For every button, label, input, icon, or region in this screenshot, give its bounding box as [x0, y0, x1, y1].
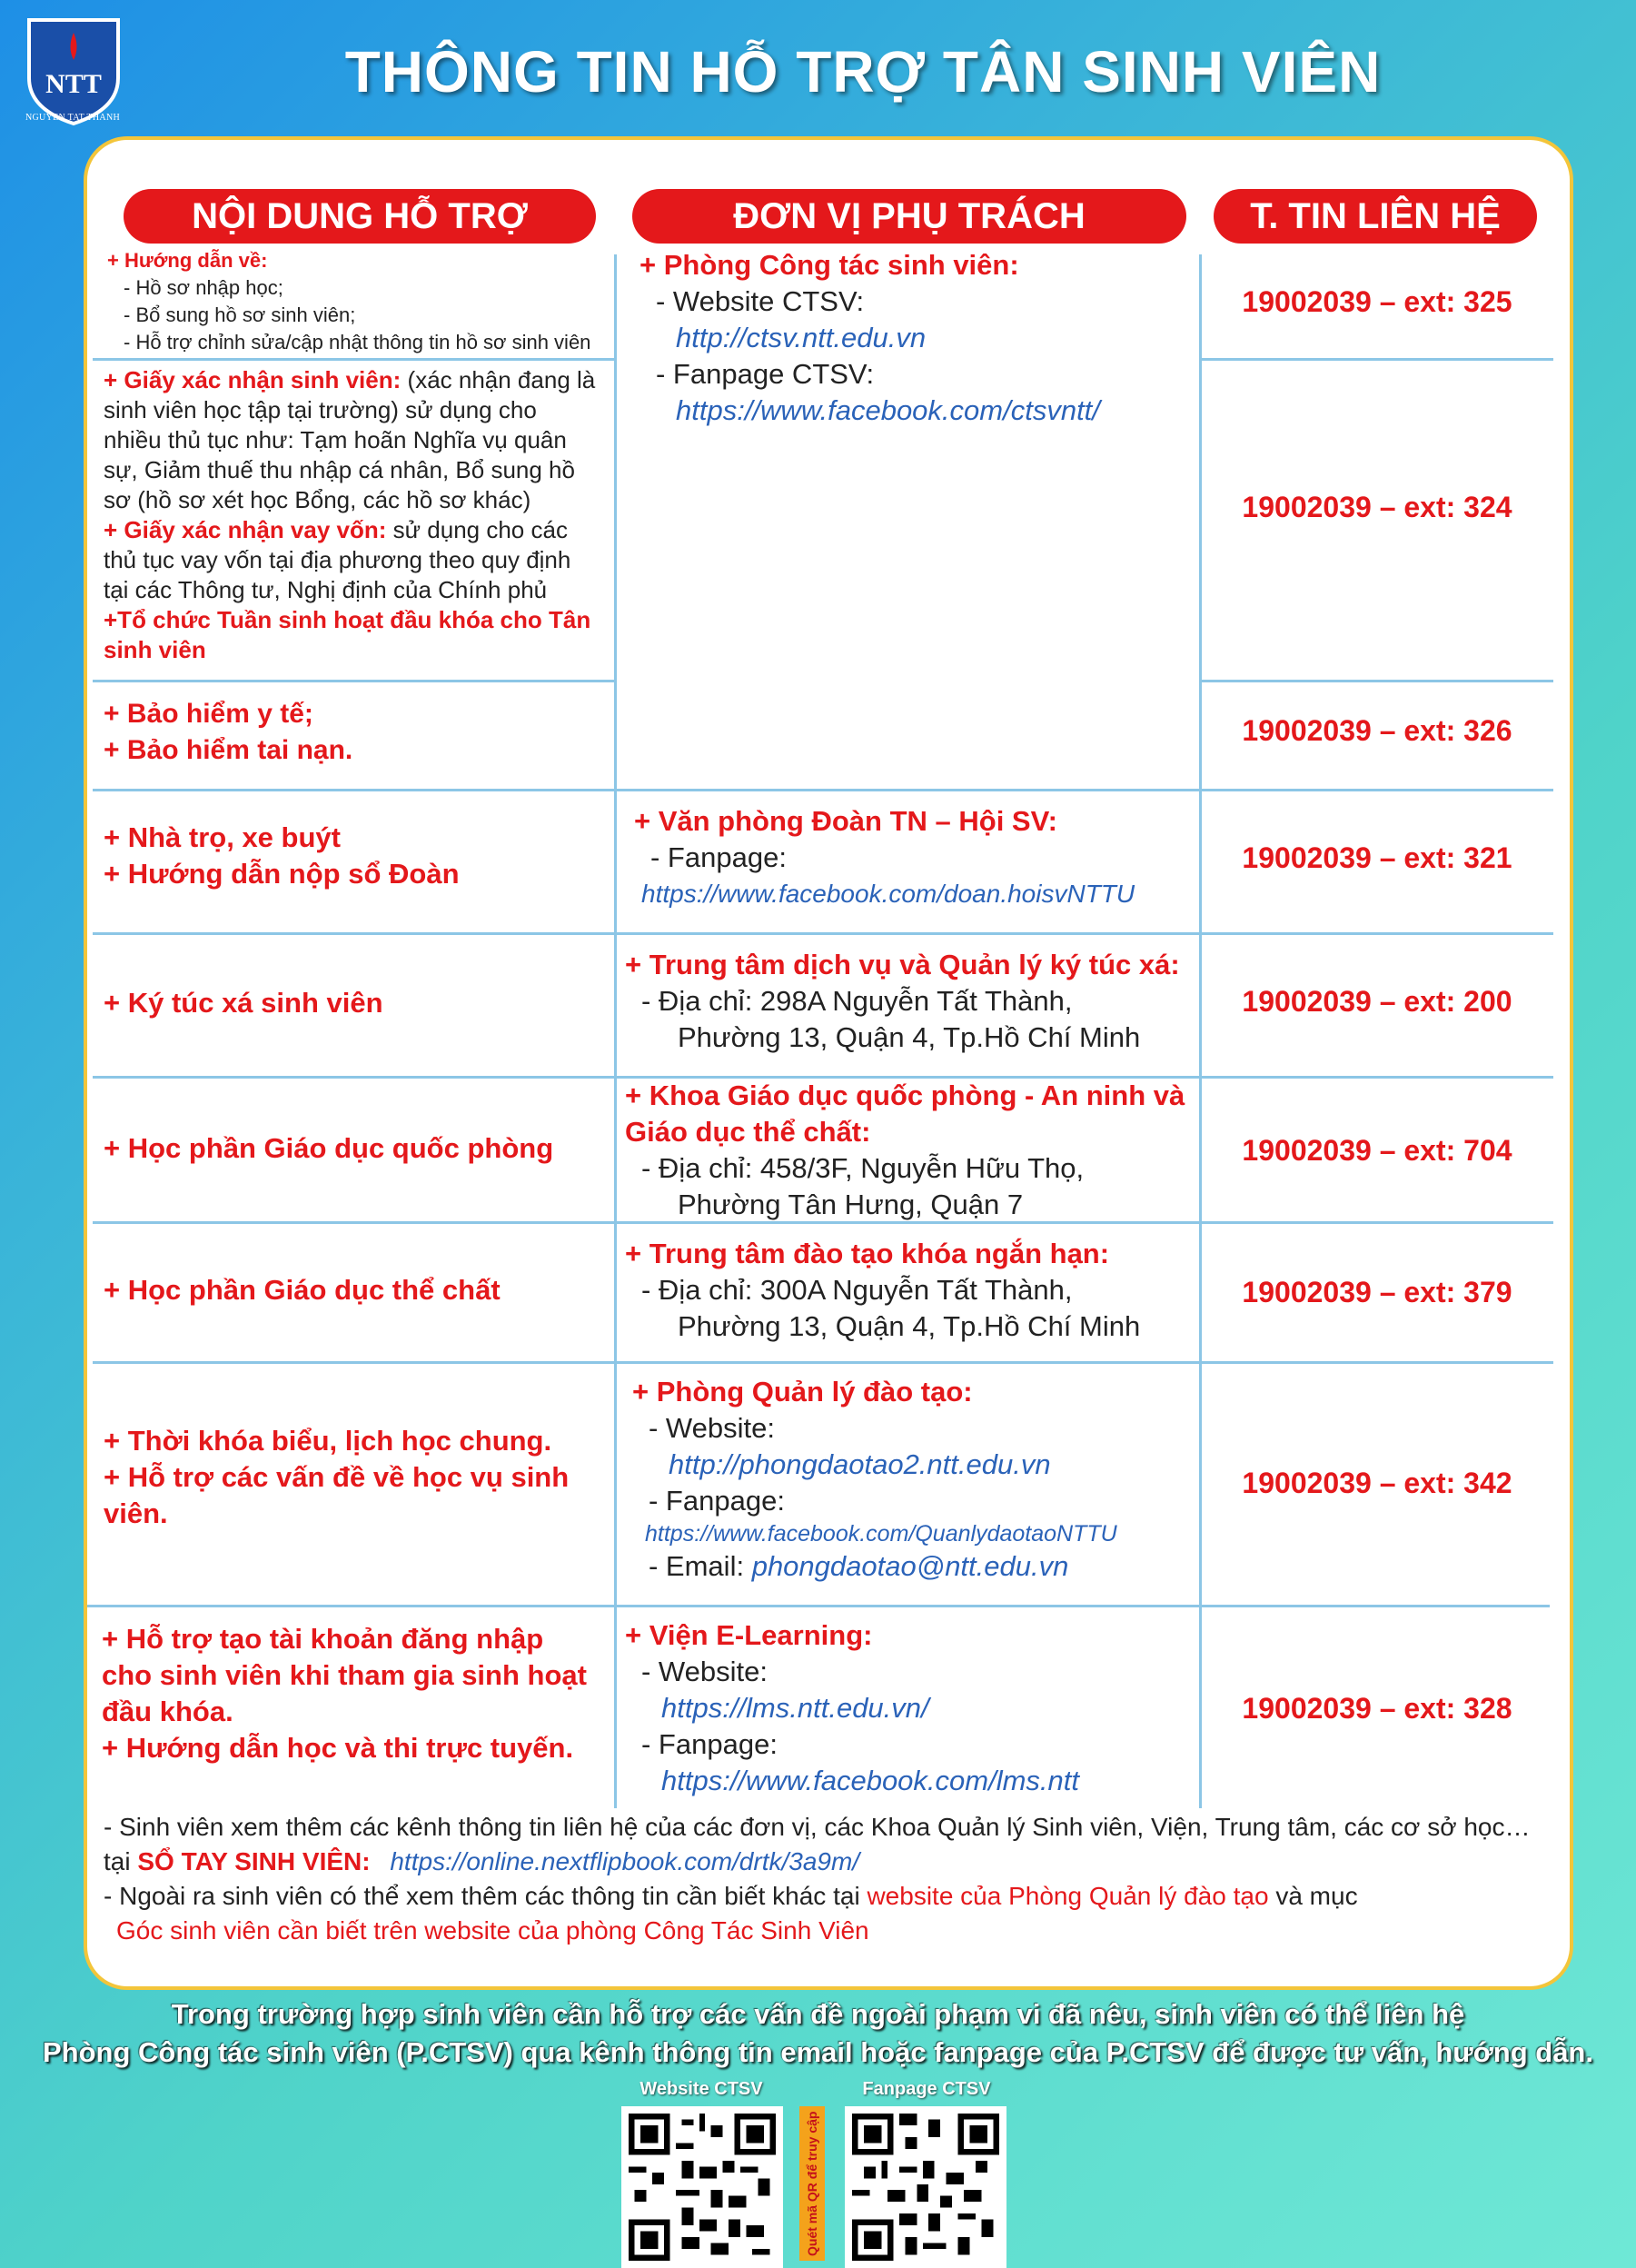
content-item: + Hỗ trợ tạo tài khoản đăng nhập cho sinh viên khi tham gia sinh hoạt đầu khóa. [102, 1623, 587, 1727]
column-header-content: NỘI DUNG HỖ TRỢ [124, 189, 596, 244]
handbook-label: SỔ TAY SINH VIÊN: [137, 1847, 371, 1875]
unit-address: Phường 13, Quận 4, Tp.Hồ Chí Minh [678, 1021, 1141, 1053]
contact-ext: 19002039 – ext: 704 [1242, 1134, 1512, 1167]
unit-address: - Địa chỉ: 300A Nguyễn Tất Thành, [641, 1274, 1073, 1306]
divider [1199, 791, 1202, 1808]
qr-scan-note: Quét mã QR để truy cập [799, 2106, 825, 2261]
unit-title: + Phòng Công tác sinh viên: [640, 249, 1019, 281]
confirm-block [104, 365, 599, 665]
content-item: + Thời khóa biểu, lịch học chung. [104, 1425, 552, 1457]
insurance-block [104, 696, 603, 769]
row-unit [625, 1078, 1197, 1223]
insurance-item: + Bảo hiểm y tế; [104, 699, 313, 729]
elearning-fanpage-link[interactable]: https://www.facebook.com/lms.ntt [661, 1765, 1080, 1796]
divider [93, 932, 1553, 935]
unit-title: + Văn phòng Đoàn TN – Hội SV: [634, 805, 1057, 837]
elearning-website-link[interactable]: https://lms.ntt.edu.vn/ [661, 1692, 929, 1724]
footer-line: Phòng Công tác sinh viên (P.CTSV) qua kênh thông tin email hoặc fanpage của P.CTSV để được tư vấn, hướng dẫn. [43, 2036, 1593, 2068]
loan-title: + Giấy xác nhận vay vốn: [104, 516, 387, 543]
contact-ext: 19002039 – ext: 379 [1242, 1276, 1512, 1308]
contact-ext: 19002039 – ext: 321 [1242, 841, 1512, 874]
unit-address: Phường 13, Quận 4, Tp.Hồ Chí Minh [678, 1310, 1141, 1342]
logo-caption: NGUYEN TAT THANH [25, 113, 120, 123]
handbook-link[interactable]: https://online.nextflipbook.com/drtk/3a9m/ [390, 1847, 860, 1875]
note-text: - Ngoài ra sinh viên có thể xem thêm các thông tin cần biết khác tại [104, 1882, 860, 1910]
notes [104, 1810, 1557, 1948]
divider [93, 358, 614, 361]
content-item: + Hướng dẫn học và thi trực tuyến. [102, 1732, 574, 1764]
row-unit [634, 803, 1197, 912]
unit-address: - Địa chỉ: 458/3F, Nguyễn Hữu Thọ, [641, 1152, 1085, 1184]
divider [1199, 680, 1553, 682]
unit-address: Phường Tân Hưng, Quận 7 [678, 1189, 1024, 1220]
unit-label: - Fanpage: [641, 1728, 778, 1760]
training-fanpage-link[interactable]: https://www.facebook.com/QuanlydaotaoNTTU [645, 1521, 1117, 1547]
contact-ext: 19002039 – ext: 200 [1242, 985, 1512, 1018]
footer-message [0, 1995, 1636, 2072]
content-item: + Nhà trọ, xe buýt [104, 821, 341, 853]
confirm-title: + Giấy xác nhận sinh viên: [104, 366, 402, 393]
row-content: + Học phần Giáo dục quốc phòng [104, 1132, 554, 1164]
row-content [104, 1423, 594, 1532]
training-website-link[interactable]: http://phongdaotao2.ntt.edu.vn [669, 1448, 1051, 1480]
unit-label: - Website: [649, 1412, 775, 1444]
row-content [104, 820, 603, 892]
unit-address: - Địa chỉ: 298A Nguyễn Tất Thành, [641, 985, 1073, 1017]
ctsv-fanpage-link[interactable]: https://www.facebook.com/ctsvntt/ [676, 394, 1100, 426]
row-unit [625, 947, 1197, 1056]
row-content: + Học phần Giáo dục thể chất [104, 1274, 501, 1306]
union-fanpage-link[interactable]: https://www.facebook.com/doan.hoisvNTTU [641, 880, 1135, 908]
insurance-item: + Bảo hiểm tai nạn. [104, 735, 353, 765]
training-email-link[interactable]: phongdaotao@ntt.edu.vn [751, 1550, 1069, 1582]
qr-label-fanpage: Fanpage CTSV [862, 2079, 991, 2099]
contact-ext: 19002039 – ext: 328 [1242, 1692, 1512, 1725]
divider [87, 1605, 1550, 1607]
row-unit [625, 1617, 1197, 1799]
row-unit [625, 1236, 1197, 1345]
unit-title: + Viện E-Learning: [625, 1619, 873, 1651]
column-header-contact: T. TIN LIÊN HỆ [1214, 189, 1537, 244]
contact-ext: 19002039 – ext: 342 [1242, 1467, 1512, 1499]
loan-text: sử dụng cho các thủ tục vay vốn tại địa phương theo quy định tại các Thông tư, Nghị định của Chính phủ [104, 516, 571, 603]
guide-item: - Hồ sơ nhập học; [124, 276, 283, 299]
orientation-week-title: +Tổ chức Tuần sinh hoạt đầu khóa cho Tân sinh viên [104, 606, 591, 663]
divider [93, 1361, 1553, 1364]
unit-title: + Khoa Giáo dục quốc phòng - An ninh và Giáo dục thể chất: [625, 1079, 1185, 1148]
note-text: - Sinh viên xem thêm các kênh thông tin liên hệ của các đơn vị, các Khoa Quản lý Sinh viên, Viện, Trung tâm, các cơ sở học… tại [104, 1813, 1531, 1875]
qr-code-fanpage-icon[interactable] [845, 2106, 1006, 2268]
confirm-text: (xác nhận đang là sinh viên học tập tại trường) sử dụng cho nhiều thủ tục như: Tạm hoãn Nghĩa vụ quân sự, Giảm thuế thu nhập cá nhân, Bổ sung hồ sơ (hồ sơ xét học Bổng, các hồ sơ khác) [104, 366, 596, 513]
guide-title: + Hướng dẫn về: [107, 249, 268, 272]
footer-line: Trong trường hợp sinh viên cần hỗ trợ các vấn đề ngoài phạm vi đã nêu, sinh viên có thể liên hệ [171, 1998, 1465, 2030]
training-website-mention[interactable]: website của Phòng Quản lý đào tạo [867, 1882, 1269, 1910]
info-panel [84, 136, 1573, 1990]
page-title: THÔNG TIN HỖ TRỢ TÂN SINH VIÊN [344, 39, 1382, 104]
unit-title: + Phòng Quản lý đào tạo: [632, 1376, 973, 1408]
unit-label: - Fanpage CTSV: [656, 358, 875, 390]
unit-label: - Email: [649, 1550, 745, 1582]
unit-label: - Fanpage: [650, 841, 787, 873]
unit-label: - Website: [641, 1656, 768, 1687]
content-item: + Hướng dẫn nộp sổ Đoàn [104, 858, 460, 890]
guide-block [107, 247, 607, 356]
column-header-unit: ĐƠN VỊ PHỤ TRÁCH [632, 189, 1186, 244]
ctsv-website-link[interactable]: http://ctsv.ntt.edu.vn [676, 322, 927, 353]
logo-letters: NTT [45, 69, 102, 99]
contact-ext: 19002039 – ext: 324 [1242, 491, 1512, 523]
unit-label: - Website CTSV: [656, 285, 865, 317]
contact-ext: 19002039 – ext: 325 [1242, 285, 1512, 318]
student-corner-mention[interactable]: Góc sinh viên cần biết trên website của phòng Công Tác Sinh Viên [116, 1916, 869, 1945]
divider [93, 789, 1553, 791]
unit-title: + Trung tâm dịch vụ và Quản lý ký túc xá: [625, 949, 1180, 980]
divider [614, 791, 617, 1808]
qr-code-website-icon[interactable] [621, 2106, 783, 2268]
guide-item: - Hỗ trợ chỉnh sửa/cập nhật thông tin hồ sơ sinh viên [124, 331, 591, 353]
unit-label: - Fanpage: [649, 1485, 785, 1517]
note-text: và mục [1275, 1882, 1358, 1910]
content-item: + Hỗ trợ các vấn đề về học vụ sinh viên. [104, 1461, 570, 1529]
unit-title: + Trung tâm đào tạo khóa ngắn hạn: [625, 1238, 1110, 1269]
qr-label-website: Website CTSV [640, 2079, 763, 2099]
guide-item: - Bổ sung hồ sơ sinh viên; [124, 303, 356, 326]
contact-ext: 19002039 – ext: 326 [1242, 714, 1512, 747]
row-content [102, 1621, 592, 1766]
ctsv-unit [640, 247, 1194, 429]
row-unit [632, 1374, 1195, 1585]
row-content: + Ký túc xá sinh viên [104, 987, 383, 1019]
divider [93, 680, 614, 682]
divider [1199, 358, 1553, 361]
university-logo-icon [20, 15, 127, 127]
